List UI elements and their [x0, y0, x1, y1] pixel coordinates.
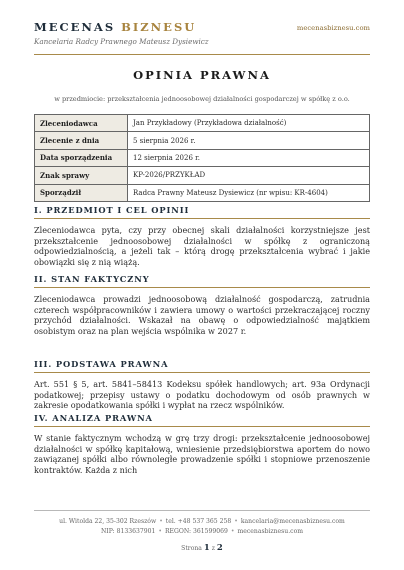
email-link[interactable]: kancelaria@mecenasbiznesu.com — [240, 518, 345, 525]
row-key: Znak sprawy — [35, 167, 128, 184]
section-text: Art. 551 § 5, art. 5841–58413 Kodeksu spółek handlowych; art. 93a Ordynacji podatkowej; przepisy ustawy o podatku dochodowym od osób prawnych w zakresie opodatkowania spółki i wypłat na rzecz wspólników. — [34, 379, 370, 411]
brand-primary: MECENAS — [34, 20, 116, 34]
footer-website-link[interactable]: mecenasbiznesu.com — [237, 528, 304, 535]
table-row — [35, 184, 370, 201]
table-row — [35, 167, 370, 184]
document-subject: w przedmiocie: przekształcenia jednoosobowej działalności gospodarczej w spółkę z o.o. — [54, 95, 350, 103]
page-label: Strona — [181, 545, 202, 552]
table-row — [35, 115, 370, 132]
section-facts — [34, 274, 370, 336]
page-total: 2 — [216, 543, 223, 553]
table-row — [35, 132, 370, 149]
section-purpose — [34, 205, 370, 267]
section-heading: II. STAN FAKTYCZNY — [34, 274, 370, 288]
address-text: ul. Witolda 22, 35-302 Rzeszów — [59, 518, 157, 525]
regon-text: REGON: 361599069 — [164, 528, 228, 535]
page-number — [34, 543, 370, 553]
row-value: KP-2026/PRZYKŁAD — [128, 167, 370, 184]
brand-logo — [34, 20, 196, 34]
section-legal-basis — [34, 359, 370, 411]
section-analysis — [34, 413, 370, 510]
row-value: 5 sierpnia 2026 r. — [128, 132, 370, 149]
brand-accent: BIZNESU — [121, 20, 197, 34]
phone-link[interactable]: tel. +48 537 365 258 — [165, 518, 232, 525]
nip-text: NIP: 8133637901 — [100, 528, 156, 535]
page-footer — [34, 510, 370, 553]
firm-tagline: Kancelaria Radcy Prawnego Mateusz Dysiewicz — [34, 37, 209, 46]
page-current: 1 — [203, 543, 210, 553]
row-key: Zleceniodawca — [35, 115, 128, 132]
case-details-table — [34, 114, 370, 202]
table-row — [35, 149, 370, 166]
row-value: Jan Przykładowy (Przykładowa działalność) — [128, 115, 370, 132]
letterhead — [34, 20, 370, 55]
footer-contact-line: ul. Witolda 22, 35-302 Rzeszów • tel. +48 537 365 258 • kancelaria@mecenasbiznesu.com — [59, 518, 345, 525]
row-key: Sporządził — [35, 184, 128, 201]
row-key: Data sporządzenia — [35, 149, 128, 166]
section-heading: I. PRZEDMIOT I CEL OPINII — [34, 205, 370, 219]
footer-registry-line: NIP: 8133637901 • REGON: 361599069 • mecenasbiznesu.com — [100, 528, 304, 535]
document-title: OPINIA PRAWNA — [133, 68, 271, 82]
section-heading: III. PODSTAWA PRAWNA — [34, 359, 370, 373]
section-text: W stanie faktycznym wchodzą w grę trzy drogi: przekształcenie jednoosobowej działalności w spółkę kapitałową, wniesienie przedsiębiorstwa aportem do nowo zawiązanej spółki albo równoległe prowadzenie spółki i stopniowe przenoszenie kontraktów. Każda z nich — [34, 433, 370, 475]
page-of: z — [211, 545, 215, 552]
row-key: Zlecenie z dnia — [35, 132, 128, 149]
row-value: 12 sierpnia 2026 r. — [128, 149, 370, 166]
section-text: Zleceniodawca prowadzi jednoosobową działalność gospodarczą, zatrudnia czterech współpracowników i zawiera umowy o wartości przekraczającej roczny przychód działalności. Wskazał na obawę o odpowiedzialność majątkiem osobistym oraz na plan wejścia wspólnika w 2027 r. — [34, 294, 370, 336]
row-value: Radca Prawny Mateusz Dysiewicz (nr wpisu: KR-4604) — [128, 184, 370, 201]
website-link[interactable]: mecenasbiznesu.com — [296, 24, 370, 32]
section-text: Zleceniodawca pyta, czy przy obecnej skali działalności korzystniejsze jest przekształcenie jednoosobowej działalności w spółkę z ograniczoną odpowiedzialnością, a jeżeli tak – którą drogę przekształcenia wybrać i jakie obowiązki się z nią wiążą. — [34, 225, 370, 267]
section-heading: IV. ANALIZA PRAWNA — [34, 413, 370, 427]
